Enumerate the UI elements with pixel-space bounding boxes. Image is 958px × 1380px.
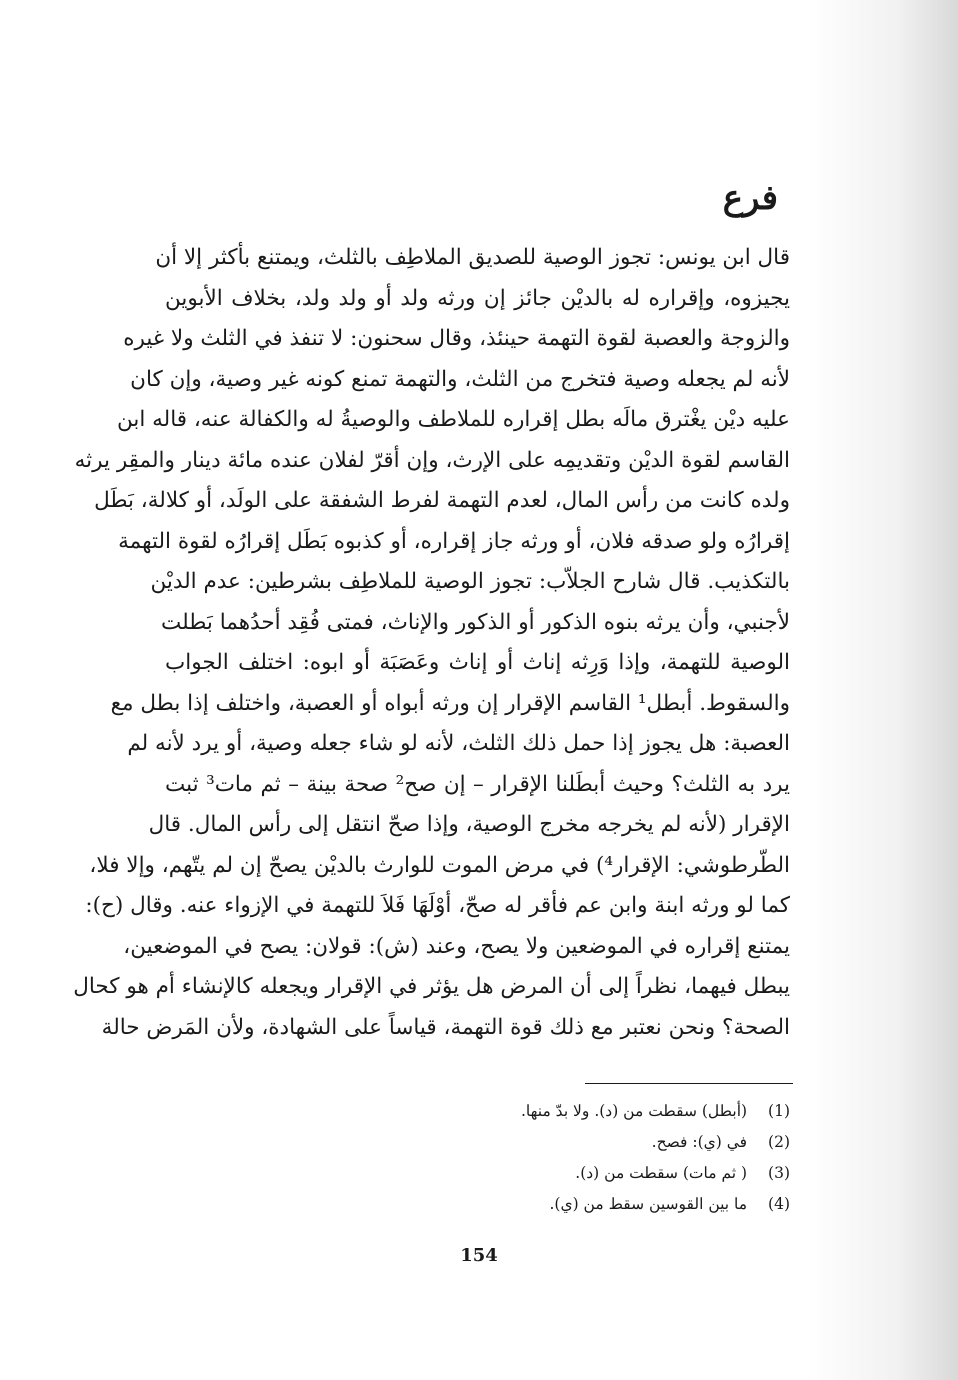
- body-line: القاسم لقوة الديْن وتقديمِه على الإرث، وإن أقرّ لفلان عنده مائة دينار والمقِر يرثه: [74, 447, 790, 473]
- body-line: إقرارُه ولو صدقه فلان، أو ورثه جاز إقراره، أو كذبوه بَطَل إقرارُه لقوة التهمة: [118, 528, 790, 554]
- footnote-text: ما بين القوسين سقط من (ي).: [549, 1195, 748, 1213]
- footnote-text: في (ي): فصح.: [651, 1133, 748, 1151]
- body-text: [73, 238, 790, 1048]
- body-line: عليه ديْن يغْترق مالَه بطل إقراره للملاطف والوصيةُ له والكفالة عنه، قاله ابن: [116, 407, 790, 432]
- body-line: ولده كانت من رأس المال، لعدم التهمة لفرط الشفقة على الولَد، أو كلالة، بَطَل: [94, 488, 790, 513]
- body-line: والزوجة والعصبة لقوة التهمة حينئذ، وقال سحنون: لا تنفذ في الثلث ولا غيره: [123, 326, 790, 351]
- body-line: يمتنع إقراره في الموضعين ولا يصح، وعند (ش): قولان: يصح في الموضعين،: [123, 933, 790, 959]
- body-line: الصحة؟ ونحن نعتبر مع ذلك قوة التهمة، قياساً على الشهادة، ولأن المَرض حالة: [101, 1014, 790, 1040]
- section-heading: فرع: [722, 178, 778, 218]
- body-line: يبطل فيهما، نظراً إلى أن المرض هل يؤثر في الإقرار ويجعله كالإنشاء أم هو كحال: [73, 974, 790, 999]
- footnote-text: (أبطل) سقطت من (د). ولا بدّ منها.: [520, 1102, 748, 1120]
- footnote-item: [165, 1096, 790, 1127]
- body-line: بالتكذيب. قال شارح الجلاّب: تجوز الوصية للملاطِف بشرطين: عدم الديْن: [150, 569, 790, 594]
- footnote-number: (3): [768, 1164, 790, 1182]
- footnote-item: [165, 1189, 790, 1220]
- footnote-number: (4): [768, 1195, 790, 1213]
- footnote-item: [165, 1127, 790, 1158]
- body-line: الإقرار (لأنه لم يخرجه مخرج الوصية، وإذا صحّ انتقل إلى رأس المال. قال: [148, 812, 790, 837]
- footnotes: [165, 1096, 790, 1220]
- body-line: الطّرطوشي: الإقرار⁴) في مرض الموت للوارث بالديْن يصحّ إن لم يتّهم، وإلا فلا،: [89, 852, 790, 878]
- body-line: يجيزوه، وإقراره له بالديْن جائز إن ورثه ولد أو ولد ولد، بخلاف الأبوين: [165, 285, 790, 311]
- footnote-separator: [585, 1083, 793, 1084]
- body-line: لأجنبي، وأن يرثه بنوه الذكور أو الذكور والإناث، فمتى فُقِد أحدُهما بَطلت: [161, 609, 790, 635]
- page-number: 154: [460, 1245, 498, 1266]
- body-line: قال ابن يونس: تجوز الوصية للصديق الملاطِف بالثلث، ويمتنع بأكثر إلا أن: [155, 245, 790, 270]
- body-line: الوصية للتهمة، وإذا وَرِثه إناث أو إناث وعَصَبَة أو ابوه: اختلف الجواب: [165, 650, 790, 675]
- footnote-item: [165, 1158, 790, 1189]
- footnote-number: (1): [768, 1102, 790, 1120]
- body-line: العصبة: هل يجوز إذا حمل ذلك الثلث، لأنه لو شاء جعله وصية، أو يرد لأنه لم: [127, 731, 790, 756]
- body-line: يرد به الثلث؟ وحيث أبطَلنا الإقرار – إن صح² صحة بينة – ثم مات³ ثبت: [165, 771, 790, 797]
- body-line: كما لو ورثه ابنة وابن عم فأقر له صحّ، أوْلَهَا فَلاَ للتهمة في الإزواء عنه. وقال (ح):: [85, 893, 790, 918]
- footnote-text: ( ثم مات) سقطت من (د).: [575, 1164, 748, 1182]
- footnote-number: (2): [768, 1133, 790, 1151]
- body-line: لأنه لم يجعله وصية فتخرج من الثلث، والتهمة تمنع كونه غير وصية، وإن كان: [130, 366, 790, 392]
- body-line: والسقوط. أبطل¹ القاسم الإقرار إن ورثه أبواه أو العصبة، واختلف إذا بطل مع: [110, 690, 790, 716]
